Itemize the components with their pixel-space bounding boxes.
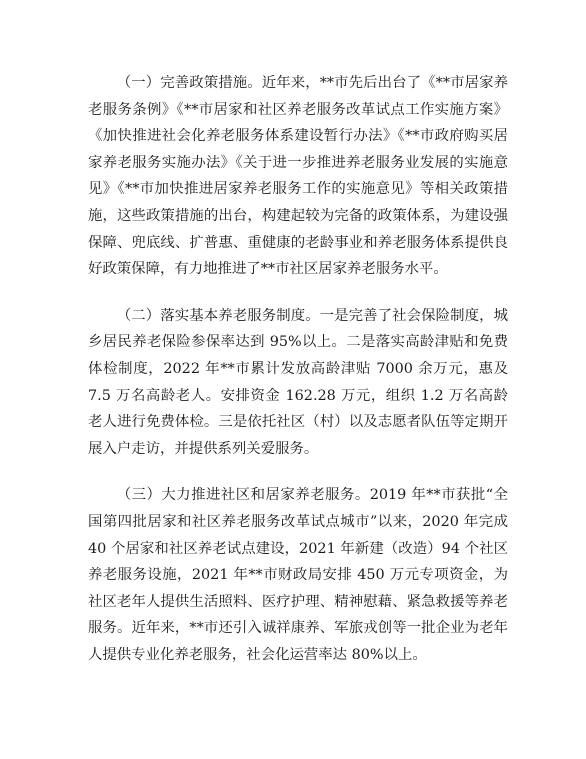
paragraph-policy-measures: （一）完善政策措施。近年来，**市先后出台了《**市居家养老服务条例》《**市居家和社区养老服务改革试点工作实施方案》《加快推进社会化养老服务体系建设暂行办法》《**市政府购买居家养老服务实施办法》《关于进一步推进养老服务业发展的实施意见》《**市加快推进居家养老服务工作的实施意见》等相关政策措施，这些政策措施的出台，构建起较为完备的政策体系，为建设强保障、兜底线、扩普惠、重健康的老龄事业和养老服务体系提供良好政策保障，有力地推进了**市社区居家养老服务水平。 — [88, 75, 508, 278]
document-body — [88, 70, 508, 668]
paragraph-community-home-care: （三）大力推进社区和居家养老服务。2019 年**市获批“全国第四批居家和社区养老服务改革试点城市”以来，2020 年完成 40 个居家和社区养老试点建设，2021 年新建（改造）94 个社区养老服务设施，2021 年**市财政局安排 450 万元专项资金，为社区老年人提供生活照料、医疗护理、精神慰藉、紧急救援等养老服务。近年来，**市还引入诚祥康养、军旅戎创等一批企业为老年人提供专业化养老服务，社会化运营率达 80%以上。 — [88, 487, 508, 663]
paragraph-basic-elderly-care: （二）落实基本养老服务制度。一是完善了社会保险制度，城乡居民养老保险参保率达到 95%以上。二是落实高龄津贴和免费体检制度，2022 年**市累计发放高龄津贴 7000 余万元，惠及 7.5 万名高龄老人。安排资金 162.28 万元，组织 1.2 万名高龄老人进行免费体检。三是依托社区（村）以及志愿者队伍等定期开展入户走访，并提供系列关爱服务。 — [88, 307, 508, 457]
